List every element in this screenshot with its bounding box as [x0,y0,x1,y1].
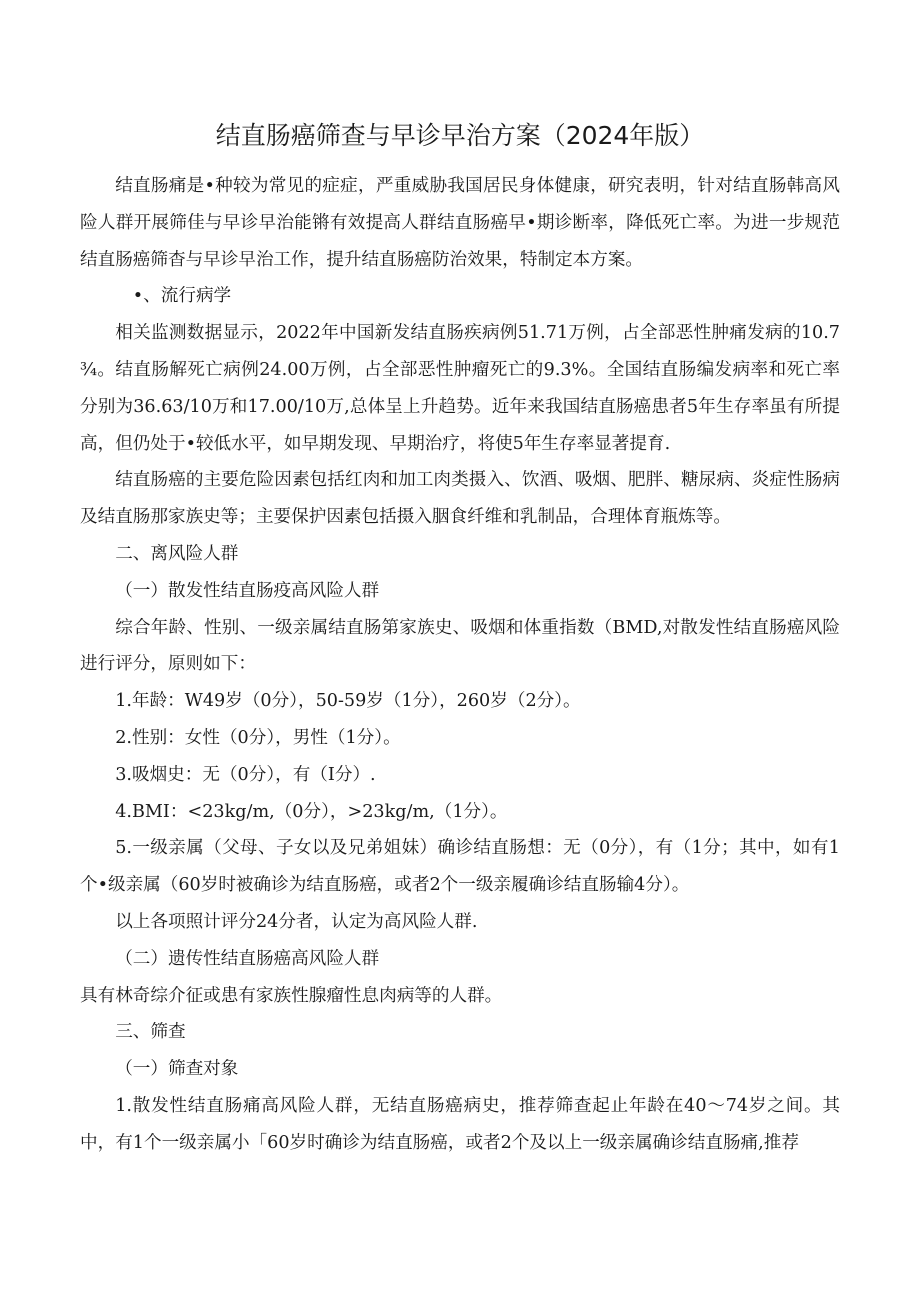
section-heading-epidemiology: •、流行病学 [132,286,232,307]
scoring-intro-paragraph: 综合年龄、性别、一级亲属结直肠第家族史、吸烟和体重指数（BMD,对散发性结直肠癌风险进行评分，原则如下： [80,617,840,675]
scoring-item-age: 1.年龄：W49岁（0分），50-59岁（1分），260岁（2分）。 [115,691,581,712]
subsection-heading-screening-targets: （一）筛查对象 [115,1059,239,1080]
scoring-item-sex: 2.性别：女性（0分），男性（1分）。 [115,727,401,748]
risk-factors-paragraph: 结直肠癌的主要危险因素包括红肉和加工肉类摄入、饮酒、吸烟、肥胖、糖尿病、炎症性肠病及结直肠那家族史等；主要保护因素包括摄入胭食纤维和乳制品，合理体育瓶炼等。 [80,470,840,528]
document-title: 结直肠癌筛查与早诊早治方案（2024年版） [215,121,705,150]
document-page [80,118,840,1162]
subsection-heading-hereditary: （二）遗传性结直肠癌高风险人群 [115,948,380,969]
section-heading-screening: 三、筛查 [115,1022,186,1043]
intro-paragraph: 结直肠痛是•种较为常见的症症，严重威胁我国居民身体健康，研究表明，针对结直肠韩高风险人群开展筛佳与早诊早治能锵有效提高人群结直肠癌早•期诊断率，降低死亡率。为进一步规范结直肠癌筛杳与早诊早治工作，提升结直肠癌防治效果，特制定本方案。 [80,176,840,270]
screening-targets-paragraph: 1.散发性结直肠痛高风险人群，无结直肠癌病史，推荐筛查起止年龄在40〜74岁之间。其中，有1个一级亲属小「60岁时确诊为结直肠癌，或者2个及以上一级亲属确诊结直肠痛,推荐 [80,1095,840,1153]
scoring-item-smoking: 3.吸烟史：无（0分），有（I分）. [115,764,376,785]
subsection-heading-sporadic: （一）散发性结直肠疫高风险人群 [115,580,380,601]
epidemiology-paragraph: 相关监测数据显示，2022年中国新发结直肠疾病例51.71万例，占全部恶性肿痛发病的10.7¾。结直肠解死亡病例24.00万例，占全部恶性肿瘤死亡的9.3%。全国结直肠编发病率和死亡率分别为36.63/10万和17.00/10万,总体呈上升趋势。近年来我国结直肠癌患者5年生存率虽有所提高，但仍处于•较低水平，如早期发现、早期治疗，将使5年生存率显著提育. [80,323,840,454]
scoring-item-bmi: 4.BMI：<23kg∕m,（0分），>23kg∕m,（1分）。 [115,801,508,822]
hereditary-paragraph: 具有林奇综介征或患有家族性腺瘤性息肉病等的人群。 [80,985,503,1006]
section-heading-high-risk: 二、离风险人群 [115,543,239,564]
scoring-item-family-history: 5.一级亲属（父母、子女以及兄弟姐妹）确诊结直肠想：无（0分），有（1分；其中，如有1个•级亲属（60岁时被确诊为结直肠癌，或者2个一级亲履确诊结直肠输4分）。 [80,838,840,896]
scoring-conclusion: 以上各项照计评分24分者，认定为高风险人群. [115,911,478,932]
